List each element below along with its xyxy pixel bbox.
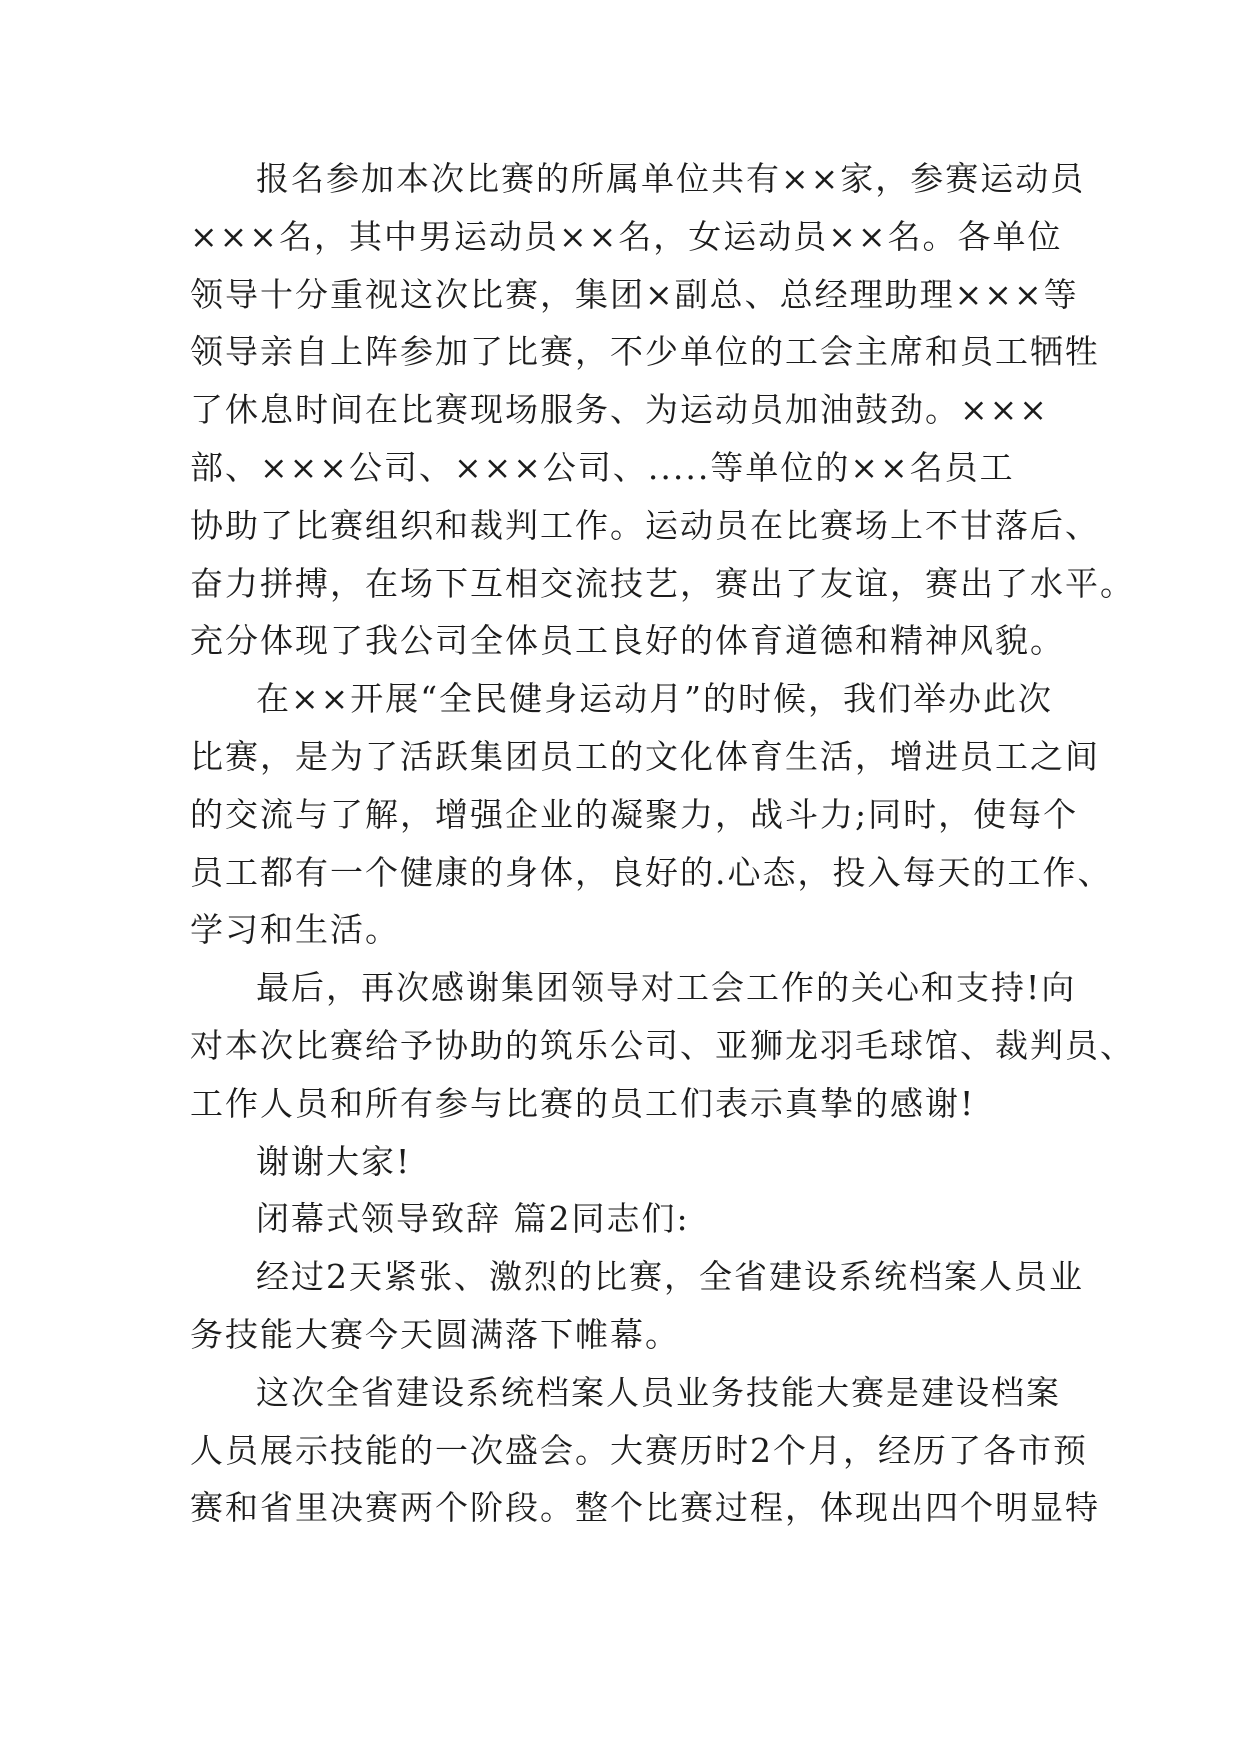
- text-line: 工作人员和所有参与比赛的员工们表示真挚的感谢!: [190, 1083, 976, 1123]
- text-line: 领导亲自上阵参加了比赛，不少单位的工会主席和员工牺牲: [190, 332, 1100, 372]
- text-line: 人员展示技能的一次盛会。大赛历时2个月，经历了各市预: [190, 1430, 1088, 1470]
- text-line: 务技能大赛今天圆满落下帷幕。: [190, 1314, 680, 1354]
- text-line: 报名参加本次比赛的所属单位共有××家，参赛运动员: [256, 159, 1086, 198]
- text-line: 对本次比赛给予协助的筑乐公司、亚狮龙羽毛球馆、裁判员、: [190, 1025, 1135, 1065]
- text-line: 谢谢大家!: [256, 1141, 412, 1181]
- text-line: 学习和生活。: [190, 910, 400, 950]
- text-line: 经过2天紧张、激烈的比赛，全省建设系统档案人员业: [256, 1257, 1084, 1297]
- text-line: 闭幕式领导致辞 篇2同志们:: [256, 1199, 690, 1239]
- text-line: 部、×××公司、×××公司、.....等单位的××名员工: [190, 447, 1015, 487]
- text-line: ×××名，其中男运动员××名，女运动员××名。各单位: [190, 216, 1063, 256]
- text-line: 在××开展“全民健身运动月”的时候，我们举办此次: [256, 679, 1054, 719]
- text-line: 的交流与了解，增强企业的凝聚力，战斗力;同时，使每个: [190, 794, 1079, 834]
- text-line: 了休息时间在比赛现场服务、为运动员加油鼓劲。×××: [190, 390, 1049, 430]
- text-line: 奋力拼搏，在场下互相交流技艺，赛出了友谊，赛出了水平。: [190, 563, 1135, 603]
- text-line: 充分体现了我公司全体员工良好的体育道德和精神风貌。: [190, 621, 1065, 661]
- text-line: 比赛，是为了活跃集团员工的文化体育生活，增进员工之间: [190, 736, 1100, 776]
- text-line: 员工都有一个健康的身体，良好的.心态，投入每天的工作、: [190, 852, 1113, 892]
- text-line: 协助了比赛组织和裁判工作。运动员在比赛场上不甘落后、: [190, 505, 1100, 545]
- text-line: 这次全省建设系统档案人员业务技能大赛是建设档案: [256, 1372, 1061, 1412]
- text-line: 领导十分重视这次比赛，集团×副总、总经理助理×××等: [190, 274, 1079, 314]
- text-line: 赛和省里决赛两个阶段。整个比赛过程，体现出四个明显特: [190, 1488, 1100, 1528]
- text-line: 最后，再次感谢集团领导对工会工作的关心和支持!向: [256, 968, 1077, 1008]
- document-body: [190, 150, 1135, 1537]
